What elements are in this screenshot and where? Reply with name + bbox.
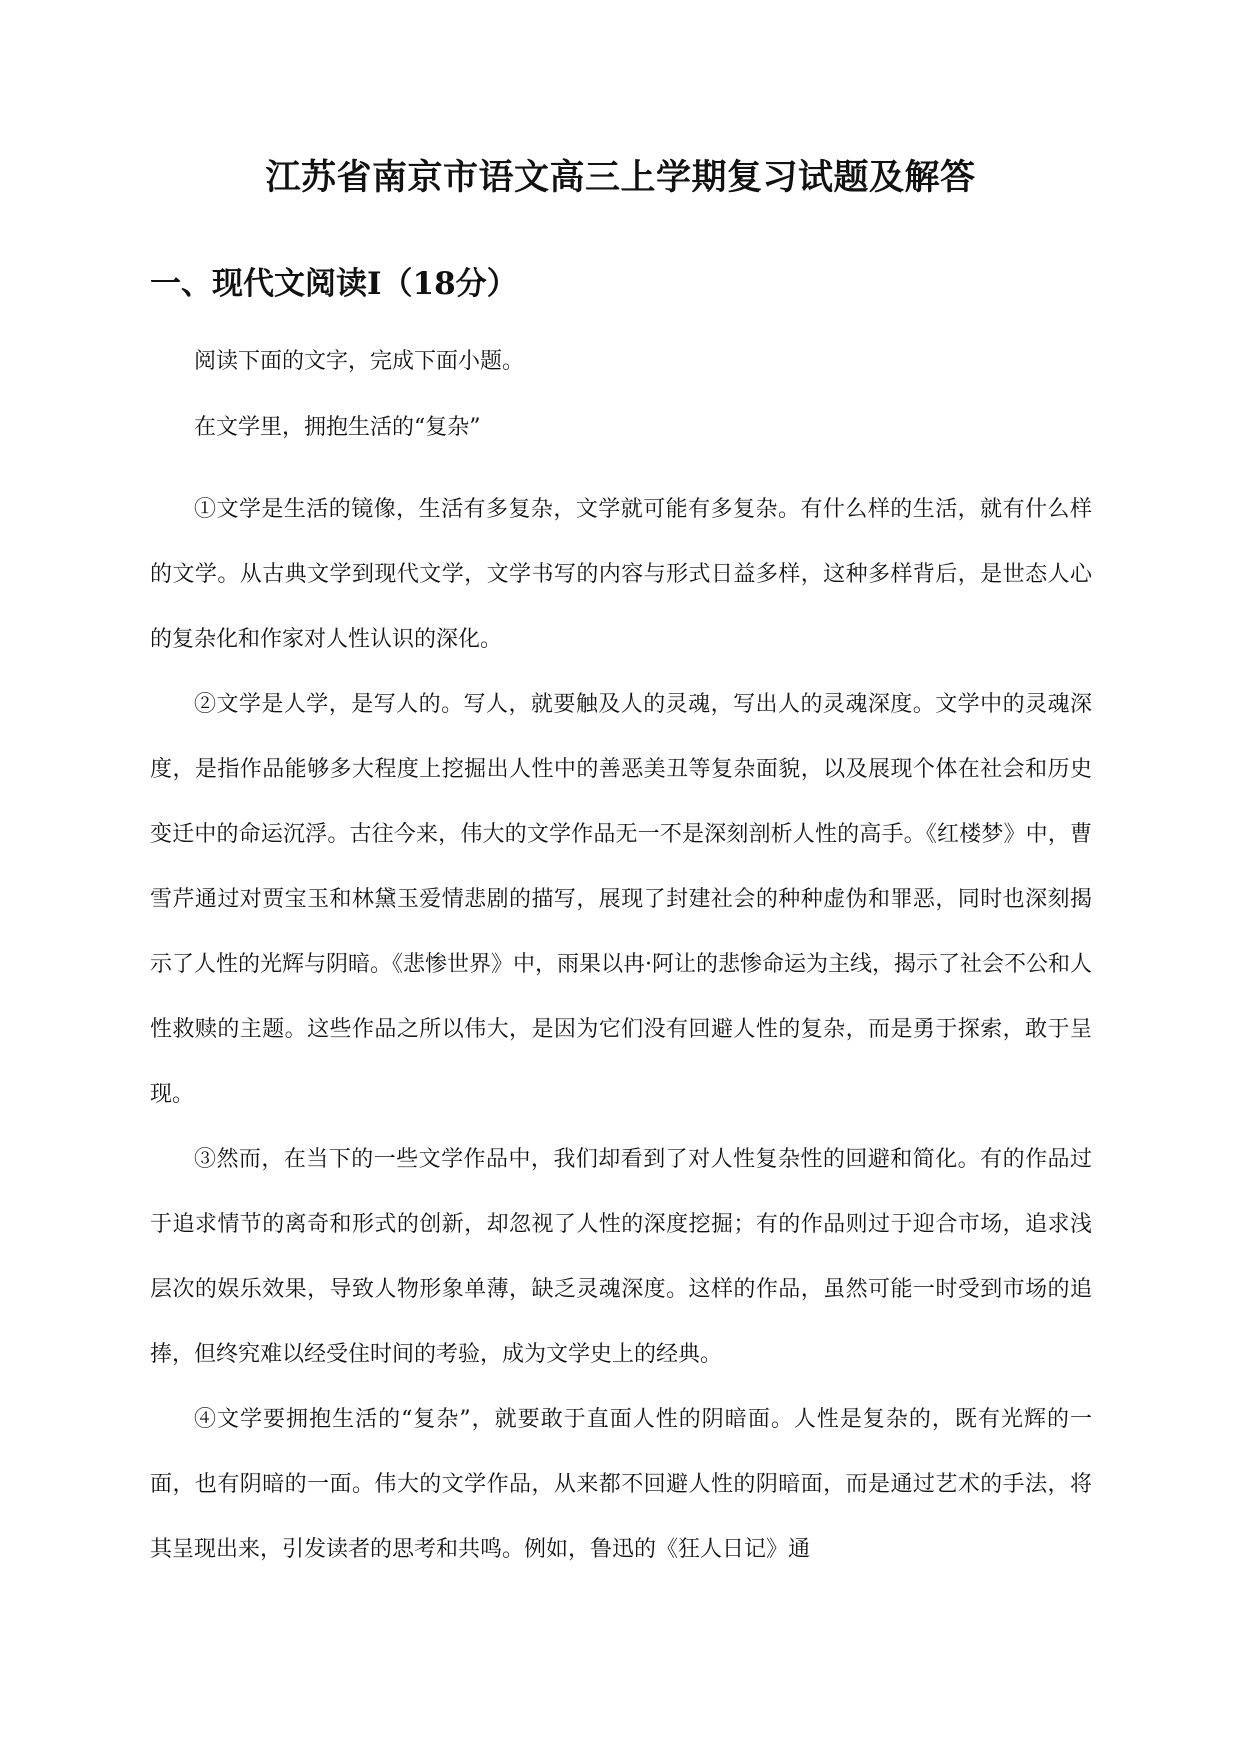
paragraph-2: ②文学是人学，是写人的。写人，就要触及人的灵魂，写出人的灵魂深度。文学中的灵魂深度，是指作品能够多大程度上挖掘出人性中的善恶美丑等复杂面貌，以及展现个体在社会和历史变迁中的命运沉浮。古往今来，伟大的文学作品无一不是深刻剖析人性的高手。《红楼梦》中，曹雪芹通过对贾宝玉和林黛玉爱情悲剧的描写，展现了封建社会的种种虚伪和罪恶，同时也深刻揭示了人性的光辉与阴暗。《悲惨世界》中，雨果以冉·阿让的悲惨命运为主线，揭示了社会不公和人性救赎的主题。这些作品之所以伟大，是因为它们没有回避人性的复杂，而是勇于探索，敢于呈现。 [150, 692, 1092, 1107]
reading-passage [150, 345, 1092, 1582]
paragraph-3: ③然而，在当下的一些文学作品中，我们却看到了对人性复杂性的回避和简化。有的作品过于追求情节的离奇和形式的创新，却忽视了人性的深度挖掘；有的作品则过于迎合市场，追求浅层次的娱乐效果，导致人物形象单薄，缺乏灵魂深度。这样的作品，虽然可能一时受到市场的追捧，但终究难以经受住时间的考验，成为文学史上的经典。 [150, 1147, 1092, 1367]
paragraph-1: ①文学是生活的镜像，生活有多复杂，文学就可能有多复杂。有什么样的生活，就有什么样的文学。从古典文学到现代文学，文学书写的内容与形式日益多样，这种多样背后，是世态人心的复杂化和作家对人性认识的深化。 [150, 497, 1092, 652]
article-title: 在文学里，拥抱生活的“复杂” [194, 415, 481, 440]
paragraph-4: ④文学要拥抱生活的“复杂”，就要敢于直面人性的阴暗面。人性是复杂的，既有光辉的一面，也有阴暗的一面。伟大的文学作品，从来都不回避人性的阴暗面，而是通过艺术的手法，将其呈现出来，引发读者的思考和共鸣。例如，鲁迅的《狂人日记》通 [150, 1407, 1092, 1562]
instruction-text: 阅读下面的文字，完成下面小题。 [194, 349, 525, 374]
document-title: 江苏省南京市语文高三上学期复习试题及解答 [265, 157, 976, 198]
section-heading: 一、现代文阅读Ⅰ（18分） [150, 266, 518, 302]
